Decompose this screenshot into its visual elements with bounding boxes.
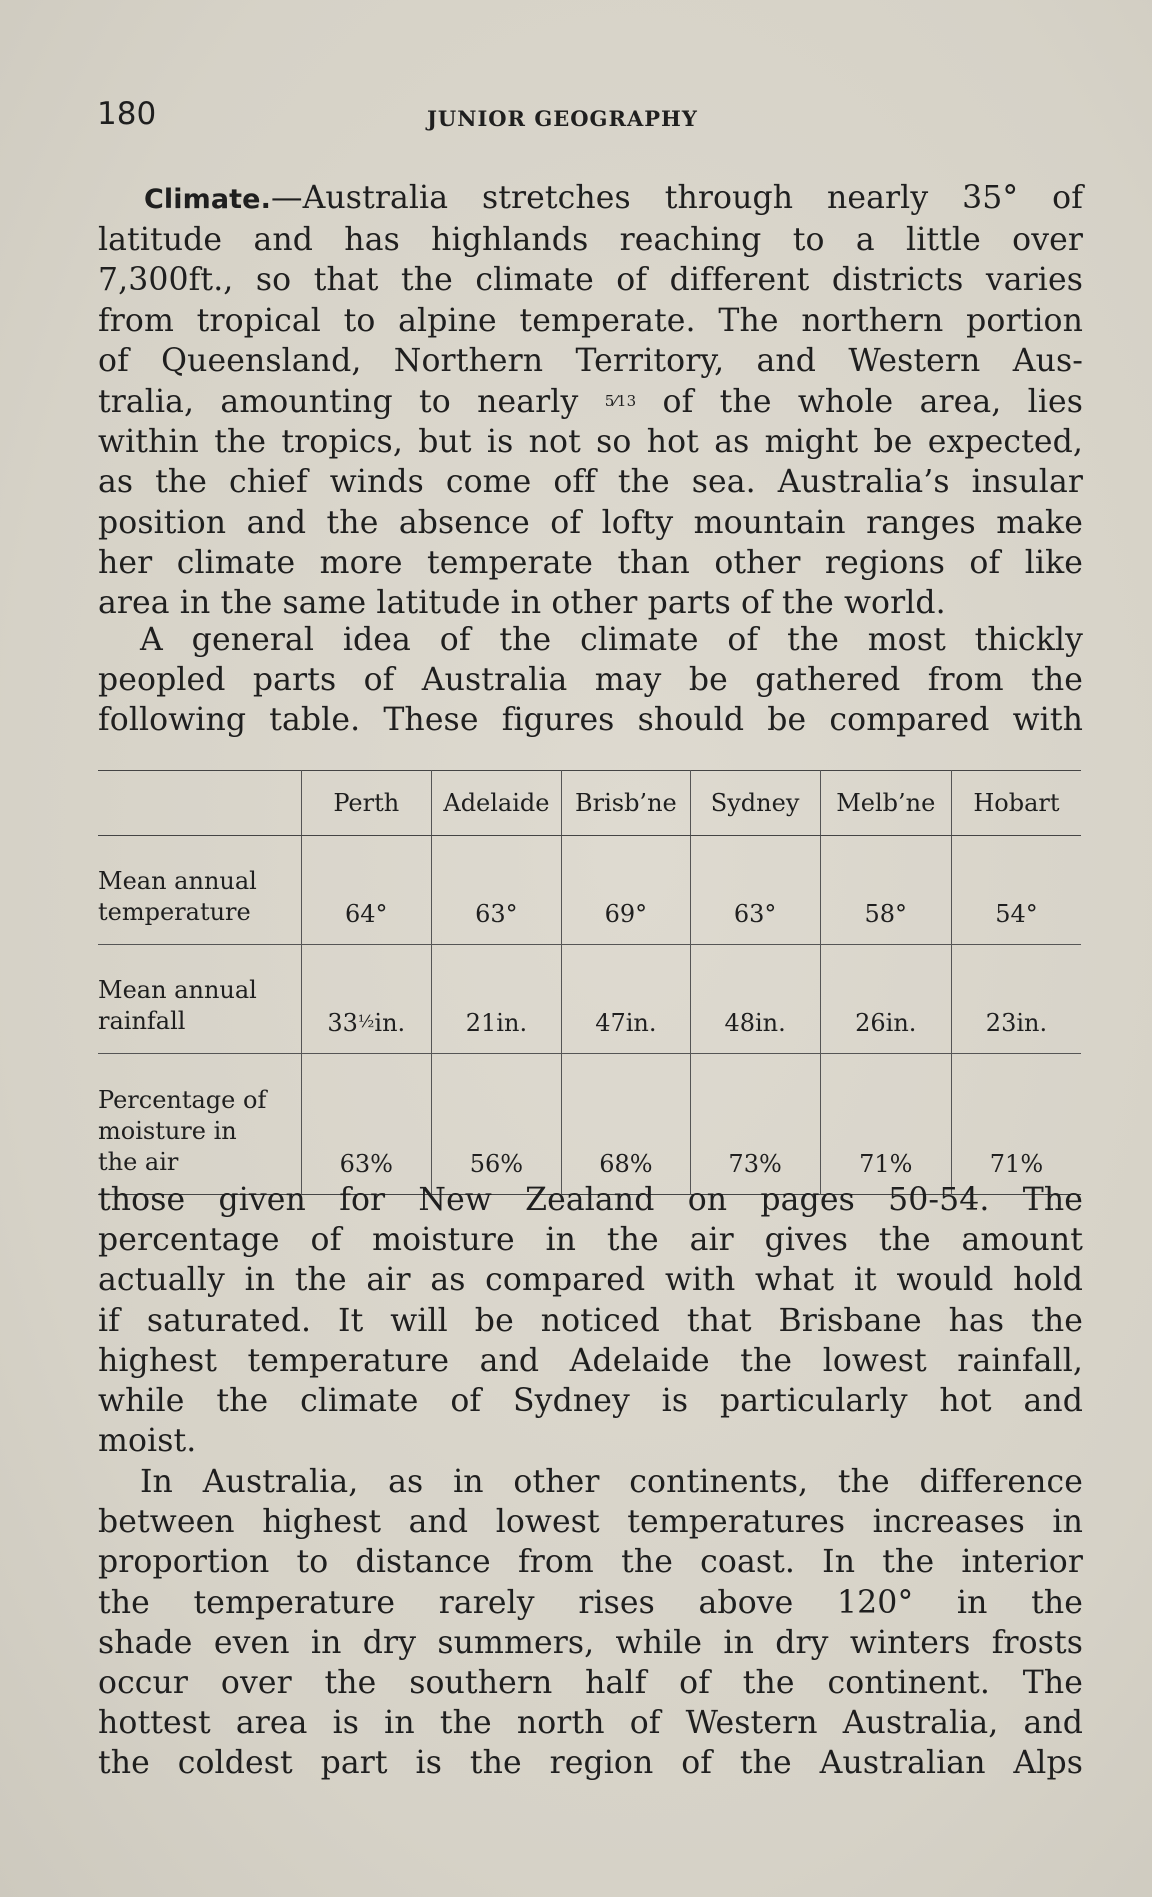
page-header: [97, 96, 1082, 140]
table-cell: 73%: [690, 1054, 820, 1195]
text-line: the temperature rarely rises above 120° in the: [98, 1584, 1083, 1621]
text-line: as the chief winds come off the sea. Australia’s insular: [98, 464, 1083, 501]
table-cell: 23in.: [951, 945, 1081, 1054]
text-line: the coldest part is the region of the Australian Alps: [98, 1745, 1083, 1782]
row-label: Mean annual temperature: [98, 836, 301, 945]
paragraph-comparison: [98, 1180, 1083, 1461]
column-header: Melb’ne: [820, 771, 951, 836]
paragraph-climate: [98, 178, 1083, 623]
text-line: peopled parts of Australia may be gathered from the: [98, 662, 1083, 699]
column-header: Perth: [301, 771, 431, 836]
column-header: Hobart: [951, 771, 1081, 836]
fraction: ½: [357, 1012, 375, 1032]
text-line: shade even in dry summers, while in dry winters frosts: [98, 1624, 1083, 1661]
table-cell: 48in.: [690, 945, 820, 1054]
text-line: tralia, amounting to nearly 5⁄13 of the whole area, lies: [98, 381, 1083, 422]
table-cell: 63°: [431, 836, 561, 945]
table-cell: 68%: [562, 1054, 690, 1195]
text-line: her climate more temperate than other regions of like: [98, 544, 1083, 581]
text-line: A general idea of the climate of the most thickly: [140, 622, 1083, 658]
text-line: 7,300ft., so that the climate of different districts varies: [98, 262, 1083, 299]
column-header: Sydney: [690, 771, 820, 836]
row-label: Percentage of moisture in the air: [98, 1086, 267, 1176]
text-line: of Queensland, Northern Territory, and Western Aus-: [98, 342, 1083, 379]
fraction: 5⁄13: [604, 392, 637, 411]
text-line: proportion to distance from the coast. In the interior: [98, 1544, 1083, 1581]
text-line: In Australia, as in other continents, the difference: [140, 1464, 1083, 1500]
climate-table: [98, 770, 1081, 1195]
text-line: Climate.—Australia stretches through nearly 35° of: [144, 180, 1083, 216]
text-line: within the tropics, but is not so hot as might be expected,: [98, 424, 1083, 461]
table-cell: 58°: [820, 836, 951, 945]
table-cell: 47in.: [562, 945, 690, 1054]
table-cell: 21in.: [431, 945, 561, 1054]
text-line: following table. These figures should be compared with: [98, 702, 1083, 739]
column-header: Adelaide: [431, 771, 561, 836]
text-line: actually in the air as compared with what it would hold: [98, 1262, 1083, 1299]
table-cell: 56%: [431, 1054, 561, 1195]
corner-cell: [98, 771, 301, 836]
paragraph-table-intro: [98, 620, 1083, 741]
table-cell: 63%: [301, 1054, 431, 1195]
text-line: from tropical to alpine temperate. The northern portion: [98, 302, 1083, 339]
table-row: [98, 836, 1081, 945]
table-cell: 63°: [690, 836, 820, 945]
text-line: between highest and lowest temperatures increases in: [98, 1504, 1083, 1541]
text-line: those given for New Zealand on pages 50-54. The: [98, 1182, 1083, 1218]
table-cell: 64°: [301, 836, 431, 945]
paragraph-temperature-range: [98, 1462, 1083, 1784]
table-row: [98, 945, 1081, 1054]
text-line: occur over the southern half of the continent. The: [98, 1665, 1083, 1702]
text-line: if saturated. It will be noticed that Brisbane has the: [98, 1302, 1083, 1339]
text-line: percentage of moisture in the air gives the amount: [98, 1222, 1083, 1259]
text-line: area in the same latitude in other parts of the world.: [98, 585, 946, 622]
table-cell: 54°: [951, 836, 1081, 945]
page-number: 180: [97, 96, 157, 132]
table-cell: 26in.: [820, 945, 951, 1054]
text-line: while the climate of Sydney is particularly hot and: [98, 1383, 1083, 1420]
table-cell: 71%: [951, 1054, 1081, 1195]
table-cell: 69°: [562, 836, 690, 945]
table-row: [98, 1054, 1081, 1195]
text-line: highest temperature and Adelaide the lowest rainfall,: [98, 1342, 1083, 1379]
row-label: Mean annual rainfall: [98, 945, 301, 1054]
running-title: JUNIOR GEOGRAPHY: [427, 106, 698, 131]
section-lead: Climate.: [144, 184, 271, 215]
table-cell: 71%: [820, 1054, 951, 1195]
text-line: hottest area is in the north of Western Australia, and: [98, 1705, 1083, 1742]
text-line: latitude and has highlands reaching to a little over: [98, 222, 1083, 259]
text-line: position and the absence of lofty mountain ranges make: [98, 504, 1083, 541]
text-line: moist.: [98, 1423, 197, 1460]
column-header: Brisb’ne: [562, 771, 690, 836]
table-header-row: [98, 771, 1081, 836]
table-cell: 33½in.: [301, 945, 431, 1054]
